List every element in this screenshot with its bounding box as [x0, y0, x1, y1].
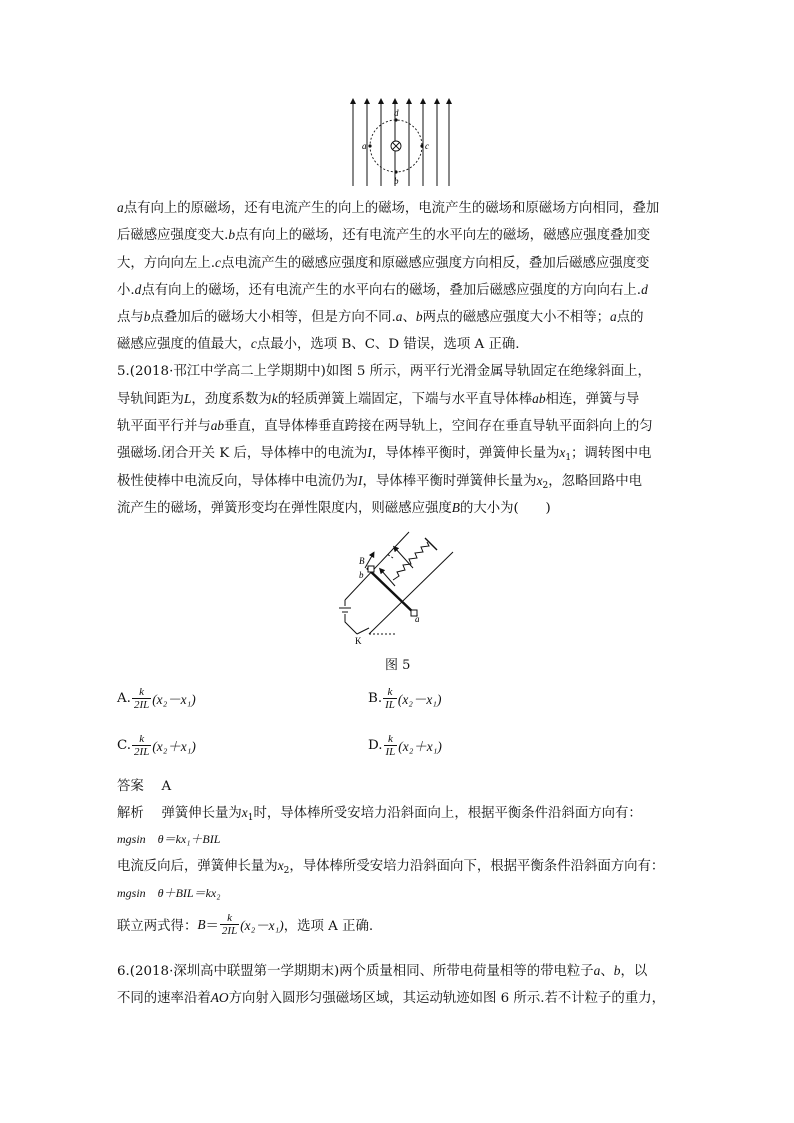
para-a-line-4: 小.d点有向上的磁场，还有电流产生的水平向右的磁场，叠加后磁感应强度的方向向右上.d: [117, 282, 648, 298]
label-K: K: [355, 636, 362, 646]
label-B: B: [359, 556, 365, 566]
figure-5-caption: 图 5: [385, 658, 411, 673]
q6-line-2: 不同的速率沿着AO方向射入圆形匀强磁场区域，其运动轨迹如图 6 所示.若不计粒子的重力，: [117, 990, 665, 1006]
q5-line-1: 5.(2018·邗江中学高二上学期期中)如图 5 所示，两平行光滑金属导轨固定在绝缘斜面上，: [117, 364, 651, 379]
para-a-line-3: 大，方向向左上.c点电流产生的磁感应强度和原磁感应强度方向相反，叠加后磁感应强度变: [117, 255, 650, 271]
label-b: b: [359, 570, 364, 580]
label-a: a: [415, 614, 420, 624]
analysis-eq-1: mgsin θ＝kx₁＋BIL: [117, 832, 221, 846]
analysis-eq-2: mgsin θ＋BIL＝kx₂: [117, 886, 221, 900]
figure-5-inclined-rails: [335, 528, 455, 646]
analysis-line-2: 电流反向后，弹簧伸长量为$x_2$，导体棒所受安培力沿斜面向下，根据平衡条件沿斜面方向有：: [117, 858, 665, 876]
analysis-line-3: 联立两式得： B ＝ $\frac{k}{2IL}$ (x₂－x₁) ，选项 A 正确.: [117, 912, 374, 937]
label-b: b: [394, 176, 399, 186]
figure-magnetic-field-circle: [345, 98, 455, 188]
q5-line-3: 轨平面平行并与ab垂直，直导体棒垂直跨接在两导轨上，空间存在垂直导轨平面斜向上的匀: [117, 418, 653, 434]
para-a-line-5: 点与b点叠加后的磁场大小相等，但是方向不同.a、b两点的磁感应强度大小不相等；a点的: [117, 309, 644, 325]
q5-line-5: 极性使棒中电流反向，导体棒中电流仍为I，导体棒平衡时弹簧伸长量为$x_2$，忽略回路中电: [117, 473, 642, 491]
q5-line-2: 导轨间距为L，劲度系数为k的轻质弹簧上端固定，下端与水平直导体棒ab相连，弹簧与导: [117, 391, 640, 407]
option-a[interactable]: A. $\frac{k}{2IL}$ (x₂－x₁): [117, 686, 196, 711]
label-d: d: [394, 108, 399, 118]
option-d[interactable]: D. $\frac{k}{IL}$ (x₂＋x₁): [368, 733, 442, 758]
para-a-line-2: 后磁感应强度变大.b点有向上的磁场，还有电流产生的水平向左的磁场，磁感应强度叠加变: [117, 227, 651, 243]
option-b[interactable]: B. $\frac{k}{IL}$ (x₂－x₁): [368, 686, 442, 711]
option-c[interactable]: C. $\frac{k}{2IL}$ (x₂＋x₁): [117, 733, 196, 758]
analysis-line-1: 解析 弹簧伸长量为$x_1$时，导体棒所受安培力沿斜面向上，根据平衡条件沿斜面方向有：: [117, 805, 642, 823]
label-c: c: [425, 141, 429, 151]
para-a-line-1: a点有向上的原磁场，还有电流产生的向上的磁场，电流产生的磁场和原磁场方向相同，叠加: [117, 200, 660, 216]
answer-line: 答案 A: [117, 779, 172, 794]
q5-line-6: 流产生的磁场，弹簧形变均在弹性限度内，则磁感应强度B的大小为( ): [117, 500, 551, 516]
label-a: a: [362, 141, 367, 151]
q5-line-4: 强磁场.闭合开关 K 后，导体棒中的电流为I，导体棒平衡时，弹簧伸长量为$x_1$；调转图中电: [117, 445, 652, 463]
q6-line-1: 6.(2018·深圳高中联盟第一学期期末)两个质量相同、所带电荷量相等的带电粒子a、b，以: [117, 963, 648, 979]
para-a-line-6: 磁感应强度的值最大，c点最小，选项 B、C、D 错误，选项 A 正确.: [117, 336, 520, 352]
